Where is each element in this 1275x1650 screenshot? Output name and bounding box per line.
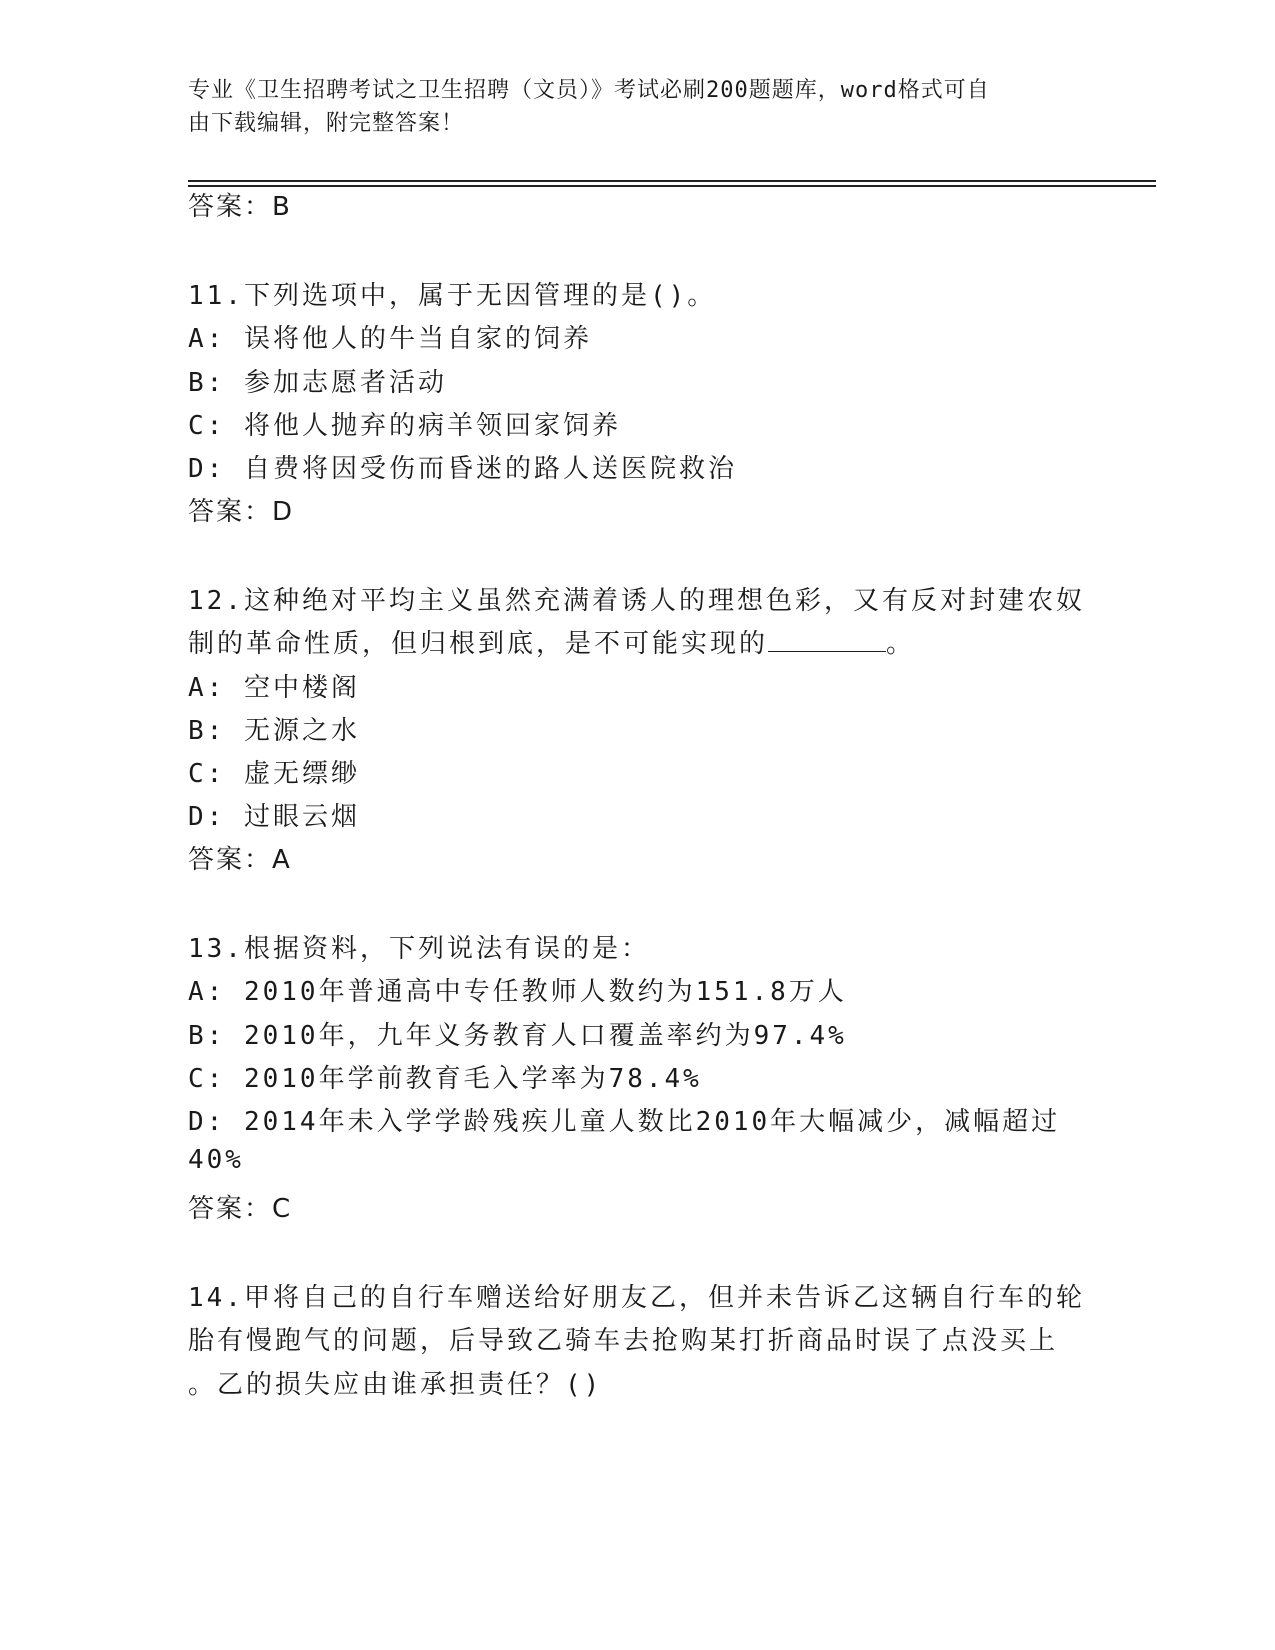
question-14-stem-line-1: 14.甲将自己的自行车赠送给好朋友乙，但并未告诉乙这辆自行车的轮 xyxy=(188,1283,1085,1313)
question-12-stem-text: 制的革命性质，但归根到底，是不可能实现的 xyxy=(188,629,769,659)
question-12-option-b: B: 无源之水 xyxy=(188,716,360,746)
question-13-stem: 13.根据资料，下列说法有误的是： xyxy=(188,934,650,964)
question-14-stem-line-2: 胎有慢跑气的问题，后导致乙骑车去抢购某打折商品时误了点没买上 xyxy=(188,1326,1059,1356)
question-12-stem-line-1: 12.这种绝对平均主义虽然充满着诱人的理想色彩，又有反对封建农奴 xyxy=(188,586,1085,616)
header-line-1: 专业《卫生招聘考试之卫生招聘（文员）》考试必刷200题题库，word格式可自 xyxy=(188,78,990,103)
question-13-option-d-line-2: 40% xyxy=(188,1145,244,1175)
fill-in-blank xyxy=(768,629,886,652)
question-13-option-c: C: 2010年学前教育毛入学率为78.4% xyxy=(188,1064,702,1094)
question-11-stem: 11.下列选项中，属于无因管理的是()。 xyxy=(188,281,717,311)
question-11-option-d: D: 自费将因受伤而昏迷的路人送医院救治 xyxy=(188,454,737,484)
question-12-option-a: A: 空中楼阁 xyxy=(188,673,360,703)
header-line-2: 由下载编辑，附完整答案！ xyxy=(188,111,465,136)
question-11-option-b: B: 参加志愿者活动 xyxy=(188,368,447,398)
question-12-stem-end: 。 xyxy=(886,629,916,659)
question-12-option-c: C: 虚无缥缈 xyxy=(188,759,360,789)
question-13-option-a: A: 2010年普通高中专任教师人数约为151.8万人 xyxy=(188,977,847,1007)
answer-q12: 答案：A xyxy=(188,845,292,875)
document-header xyxy=(188,74,1068,140)
question-12-option-d: D: 过眼云烟 xyxy=(188,802,360,832)
answer-q11: 答案：D xyxy=(188,497,295,527)
header-divider-top xyxy=(188,180,1156,182)
question-11-option-c: C: 将他人抛弃的病羊领回家饲养 xyxy=(188,411,621,441)
header-divider-bottom xyxy=(188,185,1156,187)
question-13-option-d-line-1: D: 2014年未入学学龄残疾儿童人数比2010年大幅减少，减幅超过 xyxy=(188,1107,1061,1137)
question-14-stem-line-3: 。乙的损失应由谁承担责任？() xyxy=(188,1370,603,1400)
answer-q13: 答案：C xyxy=(188,1194,293,1224)
answer-q10: 答案：B xyxy=(188,192,292,222)
question-13-option-b: B: 2010年，九年义务教育人口覆盖率约为97.4% xyxy=(188,1021,847,1051)
question-11-option-a: A: 误将他人的牛当自家的饲养 xyxy=(188,324,592,354)
question-12-stem-line-2 xyxy=(188,623,915,660)
